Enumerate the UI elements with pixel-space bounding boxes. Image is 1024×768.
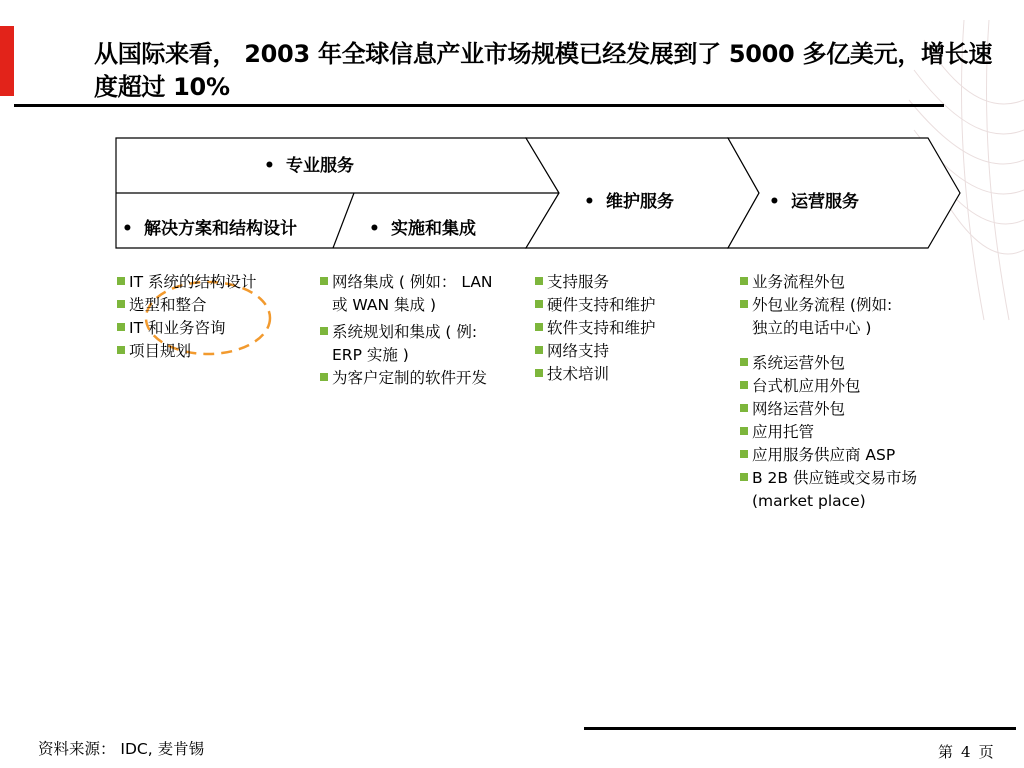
column-operation [740, 271, 970, 513]
list-item: 软件支持和维护 [535, 317, 705, 340]
page-prefix: 第 [938, 743, 954, 761]
footer-divider [584, 727, 1016, 730]
label-operation-services [769, 187, 859, 212]
label-text: 维护服务 [606, 192, 674, 212]
list-item: B 2B 供应链或交易市场 (market place) [740, 467, 970, 513]
label-implementation [369, 214, 476, 239]
list-item: IT 和业务咨询 [117, 317, 297, 340]
list-item: 项目规划 [117, 340, 297, 363]
list-item: 应用服务供应商 ASP [740, 444, 970, 467]
list-item: 网络运营外包 [740, 398, 970, 421]
list-item: 外包业务流程 (例如: 独立的电话中心 ) [740, 294, 970, 340]
list-item: 硬件支持和维护 [535, 294, 705, 317]
list-item: 支持服务 [535, 271, 705, 294]
list-item: 系统运营外包 [740, 352, 970, 375]
label-text: 专业服务 [286, 156, 354, 176]
bullet-dot: • [264, 156, 275, 176]
list-item: 业务流程外包 [740, 271, 970, 294]
list-item: 选型和整合 [117, 294, 297, 317]
label-maintenance-services [584, 187, 674, 212]
column-implementation [320, 271, 520, 390]
column-professional-solution [117, 271, 297, 363]
page-suffix: 页 [978, 743, 994, 761]
list-item: 技术培训 [535, 363, 705, 386]
list-item: IT 系统的结构设计 [117, 271, 297, 294]
slide-title: 从国际来看， 2003 年全球信息产业市场规模已经发展到了 5000 多亿美元，增长速度超过 10% [94, 40, 993, 101]
list-item: 网络集成 ( 例如： LAN 或 WAN 集成 ) [320, 271, 520, 317]
column-maintenance [535, 271, 705, 386]
label-text: 实施和集成 [391, 219, 476, 239]
bullet-dot: • [584, 192, 595, 212]
source-note: 资料来源： IDC, 麦肯锡 [38, 740, 205, 758]
bullet-dot: • [769, 192, 780, 212]
label-text: 运营服务 [791, 192, 859, 212]
label-solution-design [122, 214, 297, 239]
list-item: 网络支持 [535, 340, 705, 363]
bullet-dot: • [122, 219, 133, 239]
list-item: 应用托管 [740, 421, 970, 444]
list-item: 台式机应用外包 [740, 375, 970, 398]
bullet-dot: • [369, 219, 380, 239]
label-text: 解决方案和结构设计 [144, 219, 297, 239]
page-number-value: 4 [961, 743, 971, 761]
page-number [938, 741, 994, 762]
list-item: 系统规划和集成 ( 例: ERP 实施 ) [320, 321, 520, 367]
label-professional-services [264, 151, 354, 176]
list-item: 为客户定制的软件开发 [320, 367, 520, 390]
